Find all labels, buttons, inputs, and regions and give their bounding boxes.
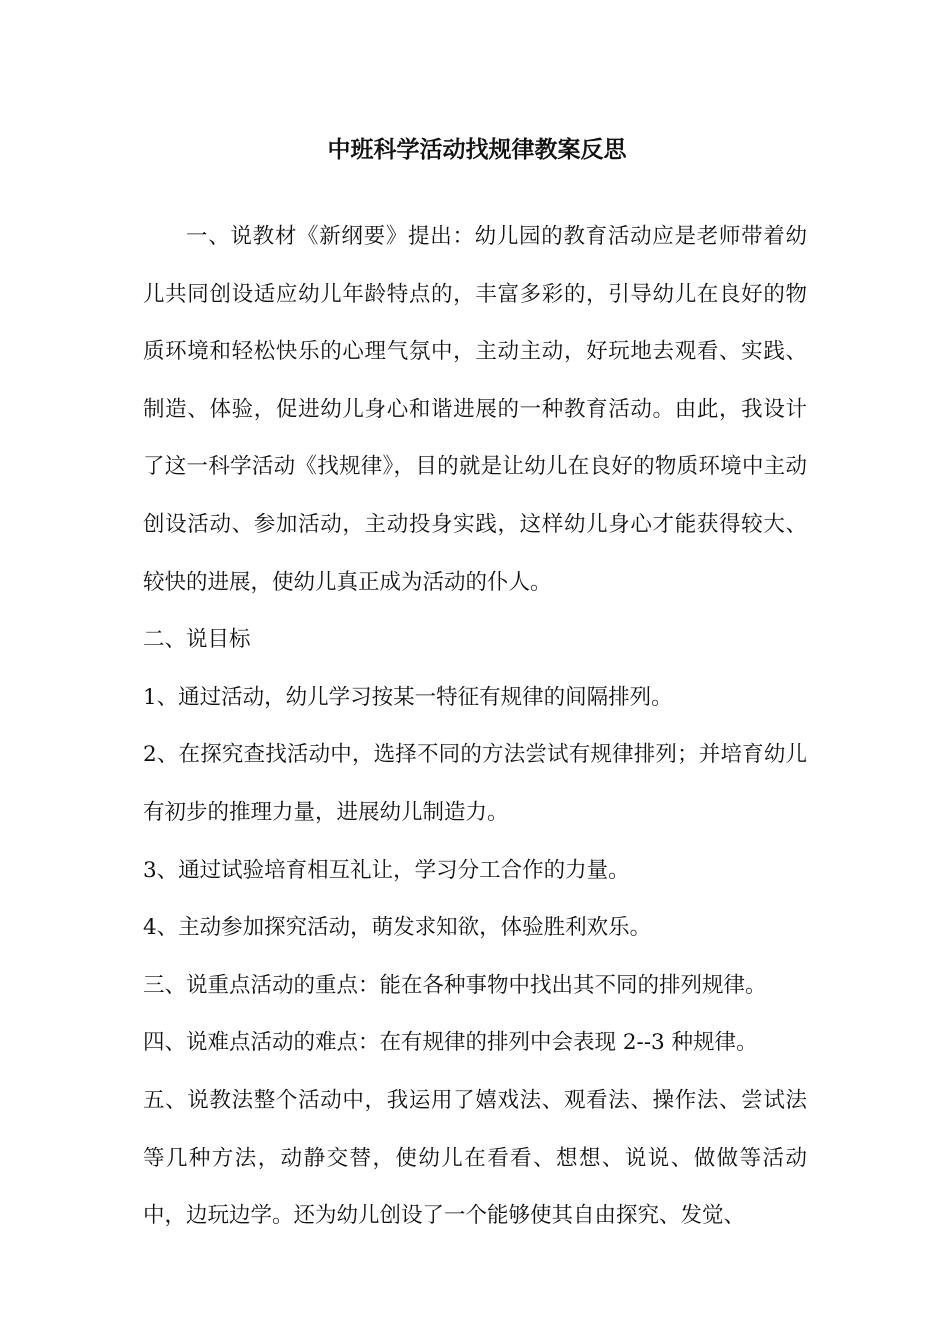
paragraph-textbook: 一、说教材《新纲要》提出：幼儿园的教育活动应是老师带着幼儿共同创设适应幼儿年龄特点的，丰富多彩的，引导幼儿在良好的物质环境和轻松快乐的心理气氛中，主动主动，好玩地去观看、实践、制造、体验，促进幼儿身心和谐进展的一种教育活动。由此，我设计了这一科学活动《找规律》，目的就是让幼儿在良好的物质环境中主动创设活动、参加活动，主动投身实践，这样幼儿身心才能获得较大、较快的进展，使幼儿真正成为活动的仆人。 bbox=[143, 224, 807, 595]
paragraph-difficulties: 四、说难点活动的难点：在有规律的排列中会表现 2--3 种规律。 bbox=[143, 1030, 758, 1056]
document-page bbox=[143, 130, 807, 1245]
document-title: 中班科学活动找规律教案反思 bbox=[327, 137, 627, 163]
goal-item-4: 4、主动参加探究活动，萌发求知欲，体验胜利欢乐。 bbox=[143, 915, 652, 941]
goal-item-1: 1、通过活动，幼儿学习按某一特征有规律的间隔排列。 bbox=[143, 684, 673, 710]
goal-item-3: 3、通过试验培育相互礼让，学习分工合作的力量。 bbox=[143, 857, 630, 883]
goal-item-2: 2、在探究查找活动中，选择不同的方法尝试有规律排列；并培育幼儿有初步的推理力量，进展幼儿制造力。 bbox=[143, 742, 807, 825]
paragraph-key-points: 三、说重点活动的重点：能在各种事物中找出其不同的排列规律。 bbox=[143, 972, 767, 998]
paragraph-teaching-methods: 五、说教法整个活动中，我运用了嬉戏法、观看法、操作法、尝试法等几种方法，动静交替，使幼儿在看看、想想、说说、做做等活动中，边玩边学。还为幼儿创设了一个能够使其自由探究、发觉、 bbox=[143, 1087, 807, 1229]
heading-goals: 二、说目标 bbox=[143, 627, 251, 653]
